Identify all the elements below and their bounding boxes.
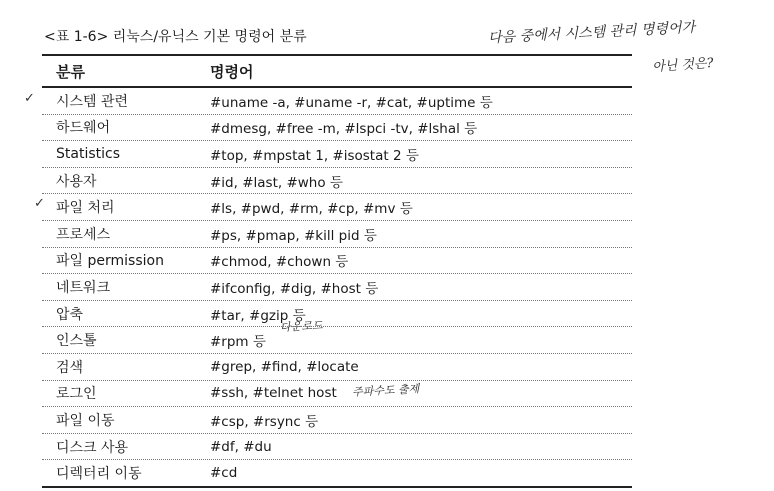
row-commands: #ifconfig, #dig, #host 등 [210,280,379,297]
check-mark-icon: ✓ [24,91,35,106]
row-commands: #uname -a, #uname -r, #cat, #uptime 등 [210,94,493,111]
table-row [42,407,632,434]
header-category: 분류 [56,62,85,81]
row-commands: #rpm 등 [210,334,266,351]
row-category: 인스톨 [56,333,97,350]
row-commands: #top, #mpstat 1, #isostat 2 등 [210,147,419,164]
row-commands: #ps, #pmap, #kill pid 등 [210,227,377,244]
table-row [42,460,632,488]
row-category: 하드웨어 [56,120,111,137]
row-category: 시스템 관련 [56,93,129,110]
row-category: 프로세스 [56,226,111,243]
table-row [42,354,632,381]
handwritten-note-install: 다운로드 [279,318,323,335]
row-commands: #id, #last, #who 등 [210,174,343,191]
table-row [42,327,632,354]
row-category: 디렉터리 이동 [56,466,142,483]
row-commands: #csp, #rsync 등 [210,413,319,430]
table-row [42,115,632,142]
table-row [42,141,632,168]
row-category: 검색 [56,359,84,376]
table-row [42,221,632,248]
row-category: 파일 permission [56,253,164,270]
table-row [42,301,632,328]
table-row [42,434,632,461]
row-category: 사용자 [56,173,97,190]
table-row [42,381,632,408]
row-commands: #chmod, #chown 등 [210,254,349,271]
check-mark-icon: ✓ [34,196,45,211]
table-row [42,274,632,301]
handwritten-note-login: 주파수도 출제 [351,382,420,399]
row-category: 네트워크 [56,279,111,296]
row-category: 로그인 [56,386,97,403]
table-row [42,168,632,195]
row-category: 파일 이동 [56,412,115,429]
row-category: 압축 [56,306,84,323]
handwritten-question-line2: 아닌 것은? [651,55,714,76]
row-category: 디스크 사용 [56,439,129,456]
row-commands: #tar, #gzip 등 [210,307,306,324]
header-commands: 명령어 [210,62,254,81]
row-category: Statistics [56,145,120,162]
table-row [42,88,632,115]
handwritten-question-line1: 다음 중에서 시스템 관리 명령어가 [487,19,696,47]
table-header-row [42,56,632,86]
table-caption: <표 1-6> 리눅스/유닉스 기본 명령어 분류 [44,29,307,45]
row-commands: #ssh, #telnet host [210,385,337,402]
row-category: 파일 처리 [56,200,115,217]
table-row [42,248,632,275]
table-row [42,194,632,221]
command-table [42,54,632,488]
row-commands: #dmesg, #free -m, #lspci -tv, #lshal 등 [210,121,478,138]
row-commands: #cd [210,465,238,482]
row-commands: #ls, #pwd, #rm, #cp, #mv 등 [210,201,413,218]
row-commands: #grep, #find, #locate [210,358,359,375]
row-commands: #df, #du [210,438,272,455]
